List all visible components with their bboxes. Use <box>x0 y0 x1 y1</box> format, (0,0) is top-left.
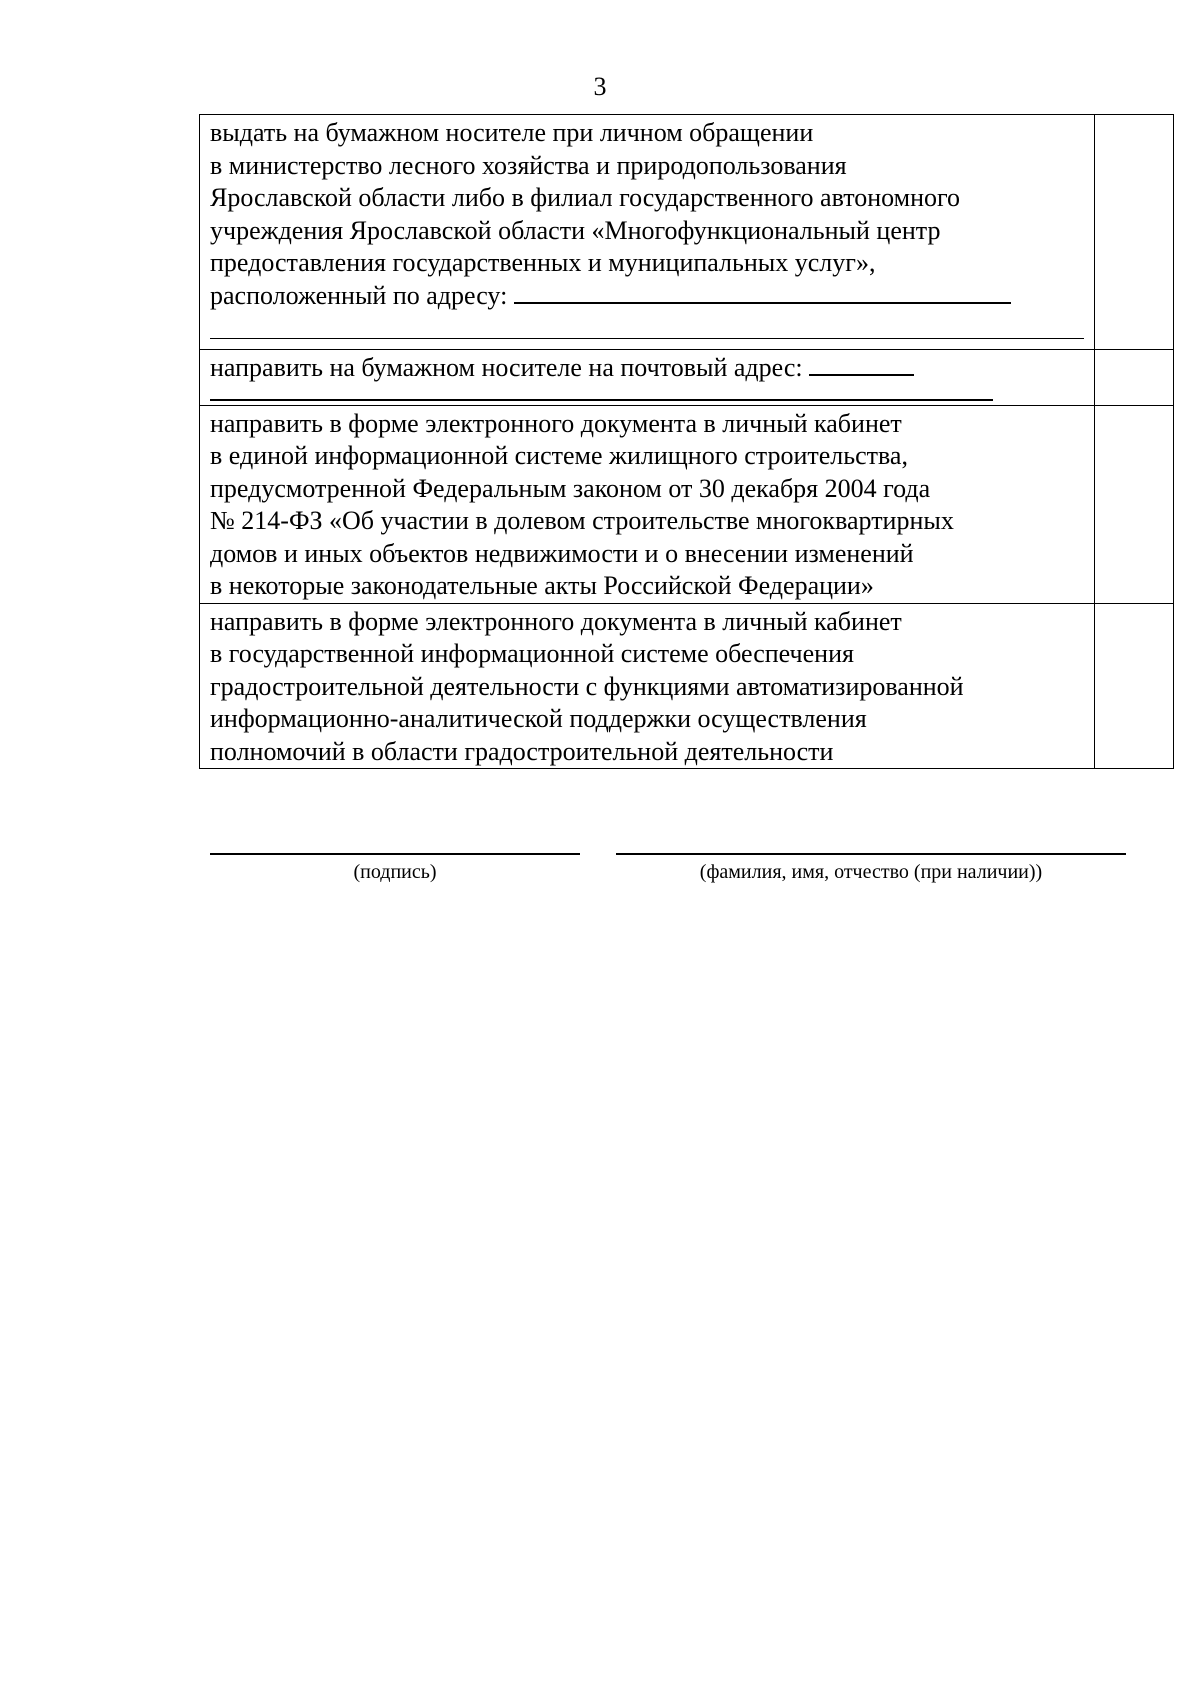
option-text-gisogd <box>200 603 1095 769</box>
option-row-gisogd <box>200 603 1174 769</box>
option-line: направить в форме электронного документа в личный кабинет <box>210 408 902 438</box>
delivery-options-table <box>199 114 1174 769</box>
option-text-eisgs <box>200 405 1095 603</box>
option-line: в министерство лесного хозяйства и природопользования <box>210 150 847 180</box>
address-blank-field[interactable] <box>514 280 1011 304</box>
option-checkbox-cell[interactable] <box>1095 603 1174 769</box>
postal-address-blank-field[interactable] <box>809 352 914 376</box>
option-line: домов и иных объектов недвижимости и о внесении изменений <box>210 538 914 568</box>
option-line: полномочий в области градостроительной деятельности <box>210 736 834 766</box>
option-checkbox-cell[interactable] <box>1095 115 1174 350</box>
option-checkbox-cell[interactable] <box>1095 405 1174 603</box>
option-line: в некоторые законодательные акты Российской Федерации» <box>210 571 874 600</box>
option-line: в государственной информационной системе обеспечения <box>210 639 854 668</box>
page-number: 3 <box>593 72 607 101</box>
option-line: направить на бумажном носителе на почтовый адрес: <box>210 353 803 382</box>
option-line: предусмотренной Федеральным законом от 30 декабря 2004 года <box>210 473 931 503</box>
option-row-in-person <box>200 115 1174 350</box>
option-line: направить в форме электронного документа в личный кабинет <box>210 606 902 636</box>
option-line: № 214-ФЗ «Об участии в долевом строительстве многоквартирных <box>210 506 954 535</box>
option-text-postal <box>200 350 1095 406</box>
option-line: в единой информационной системе жилищного строительства, <box>210 441 908 470</box>
option-row-postal <box>200 350 1174 406</box>
option-line: выдать на бумажном носителе при личном обращении <box>210 118 814 147</box>
option-text-in-person <box>200 115 1095 350</box>
option-line: предоставления государственных и муниципальных услуг», <box>210 248 876 277</box>
option-line: Ярославской области либо в филиал государственного автономного <box>210 183 961 212</box>
option-line: учреждения Ярославской области «Многофункциональный центр <box>210 215 941 245</box>
address-blank-field-continued[interactable] <box>210 312 1084 339</box>
signature-caption: (подпись) <box>353 861 437 883</box>
option-line: градостроительной деятельности с функциями автоматизированной <box>210 671 964 701</box>
option-row-eisgs <box>200 405 1174 603</box>
address-line <box>210 280 1084 313</box>
full-name-caption: (фамилия, имя, отчество (при наличии)) <box>699 861 1043 883</box>
signature-line[interactable] <box>210 853 580 855</box>
full-name-line[interactable] <box>616 853 1126 855</box>
option-line: информационно-аналитической поддержки осуществления <box>210 704 867 733</box>
postal-line <box>210 352 1084 385</box>
option-line: расположенный по адресу: <box>210 280 508 310</box>
postal-address-blank-field-continued[interactable] <box>210 385 993 401</box>
option-checkbox-cell[interactable] <box>1095 350 1174 406</box>
